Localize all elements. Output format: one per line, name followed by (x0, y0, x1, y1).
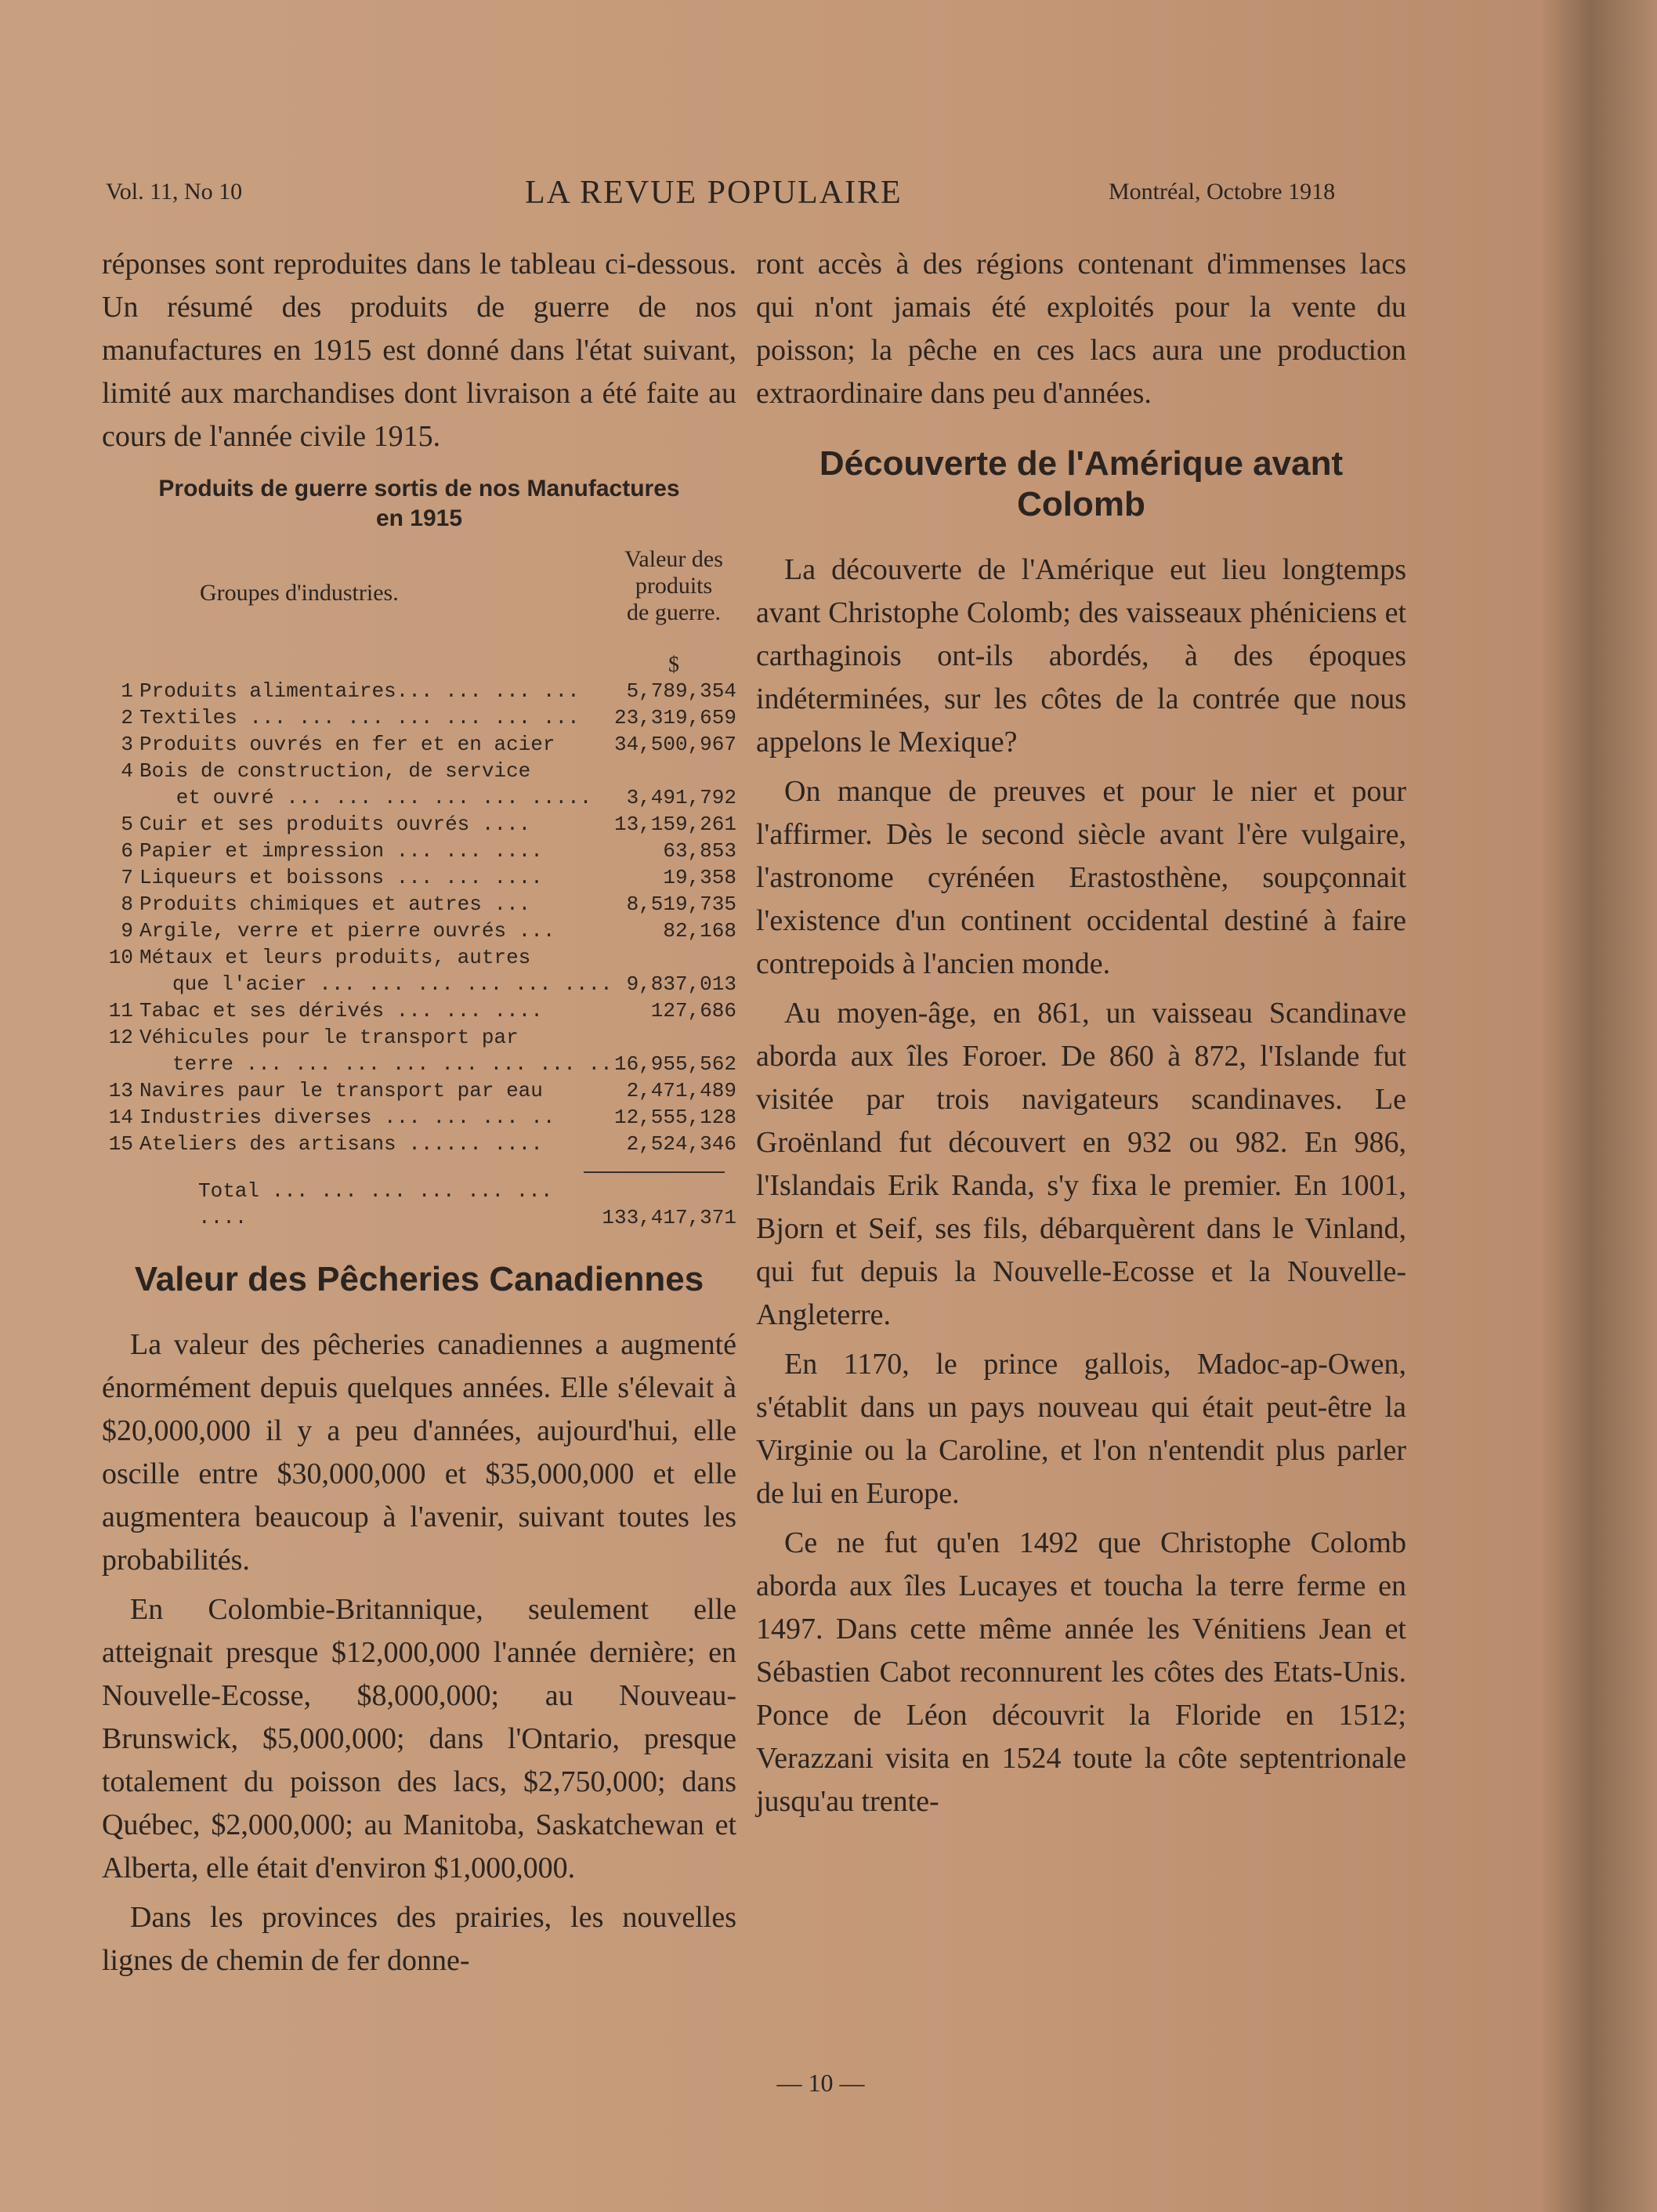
row-value: 9,837,013 (626, 972, 736, 996)
row-number: 13 (108, 1079, 133, 1102)
table-row (102, 704, 736, 731)
fisheries-paragraph-3: Dans les provinces des prairies, les nouvelles lignes de chemin de fer donne- (102, 1901, 736, 1977)
row-number: 2 (121, 706, 133, 729)
section-title-america-line-1: Découverte de l'Amérique avant (819, 444, 1344, 483)
row-number: 1 (121, 679, 133, 703)
page-header (0, 175, 1657, 226)
table-row (102, 1024, 736, 1051)
table-title (102, 474, 736, 534)
page-footer (0, 2069, 1657, 2098)
row-value: 3,491,792 (626, 786, 736, 809)
row-number: 15 (108, 1132, 133, 1156)
table-title-line-2: en 1915 (375, 505, 463, 531)
row-number: 9 (121, 919, 133, 943)
row-value: 19,358 (663, 866, 736, 889)
row-label: Liqueurs et boissons ... ... .... (139, 866, 543, 889)
row-value: 82,168 (663, 919, 736, 943)
america-paragraph-5: Ce ne fut qu'en 1492 que Christophe Colomb aborda aux îles Lucayes et toucha la terre ferme en 1497. Dans cette même année les Vénitiens Jean et Sébastien Cabot reconnurent les côtes des Etats-Unis. Ponce de Léon découvrit la Floride en 1512; Verazzani visita en 1524 toute la côte septentrionale jusqu'au trente- (756, 1526, 1406, 1818)
journal-title: LA REVUE POPULAIRE (525, 175, 903, 211)
page-number: — 10 — (776, 2069, 865, 2097)
table-row (102, 944, 736, 971)
section-title-america-line-2: Colomb (1017, 485, 1145, 523)
table-row (102, 1104, 736, 1131)
row-value: 2,524,346 (626, 1132, 736, 1156)
fisheries-paragraph-1: La valeur des pêcheries canadiennes a augmenté énormément depuis quelques années. Elle s'élevait à $20,000,000 il y a peu d'années, aujourd'hui, elle oscille entre $30,000,000 et $35,000,000 et elle augmentera beaucoup à l'avenir, suivant toutes les probabilités. (102, 1328, 736, 1577)
table-row (102, 678, 736, 704)
table-rows (102, 678, 736, 1157)
column-unit: $ (668, 653, 679, 677)
table-row (102, 971, 736, 997)
table-row (102, 918, 736, 944)
section-title-america (756, 443, 1406, 525)
table-row (102, 997, 736, 1024)
fisheries-paragraph-2: En Colombie-Britannique, seulement elle atteignait presque $12,000,000 l'année dernière; en Nouvelle-Ecosse, $8,000,000; au Nouveau-Brunswick, $5,000,000; dans l'Ontario, presque totalement du poisson des lacs, $2,750,000; dans Québec, $2,000,000; au Manitoba, Saskatchewan et Alberta, elle était d'environ $1,000,000. (102, 1593, 736, 1884)
row-number: 5 (121, 813, 133, 836)
row-value: 63,853 (663, 839, 736, 863)
row-value: 127,686 (650, 999, 736, 1023)
row-number: 11 (108, 999, 133, 1023)
row-label: Cuir et ses produits ouvrés .... (139, 813, 531, 836)
america-paragraph-3: Au moyen-âge, en 861, un vaisseau Scandinave aborda aux îles Foroer. De 860 à 872, l'Islande fut visitée par trois navigateurs scandinaves. Le Groënland fut découvert en 932 ou 982. En 986, l'Islandais Erik Randa, s'y fixa le premier. En 1001, Bjorn et Seif, ses fils, débarquèrent dans le Vinland, qui fut depuis la Nouvelle-Ecosse et la Nouvelle-Angleterre. (756, 997, 1406, 1331)
row-value: 5,789,354 (626, 679, 736, 703)
row-label: terre ... ... ... ... ... ... ... .. (136, 1052, 613, 1076)
row-label: Métaux et leurs produits, autres (139, 946, 531, 969)
row-label: Tabac et ses dérivés ... ... .... (139, 999, 543, 1023)
row-number: 14 (108, 1106, 133, 1129)
table-row (102, 758, 736, 784)
table-row (102, 864, 736, 891)
section-title-fisheries: Valeur des Pêcheries Canadiennes (134, 1260, 704, 1298)
table-row (102, 1077, 736, 1104)
america-paragraph-2: On manque de preuves et pour le nier et pour l'affirmer. Dès le second siècle avant l'ère vulgaire, l'astronome cyrénéen Erastosthène, soupçonnait l'existence d'un continent occidental destiné à faire contrepoids à l'ancien monde. (756, 775, 1406, 980)
issue-date: Montréal, Octobre 1918 (1109, 179, 1336, 205)
row-value: 23,319,659 (613, 706, 736, 729)
row-label: Produits ouvrés en fer et en acier (139, 733, 555, 756)
america-paragraph-1: La découverte de l'Amérique eut lieu longtemps avant Christophe Colomb; des vaisseaux phéniciens et carthaginois ont-ils abordés, à des époques indéterminées, sur les côtes de la contrée que nous appelons le Mexique? (756, 553, 1406, 758)
column-header-value-line-1: Valeur des (624, 546, 723, 572)
table-total-row (102, 1178, 736, 1231)
america-paragraph-4: En 1170, le prince gallois, Madoc-ap-Owen, s'établit dans un pays nouveau qui était peut-être la Virginie ou la Caroline, et l'on n'entendit plus parler de lui en Europe. (756, 1348, 1406, 1510)
row-value: 34,500,967 (613, 733, 736, 756)
row-value: 13,159,261 (613, 813, 736, 836)
row-value: 16,955,562 (613, 1052, 736, 1076)
row-number: 3 (121, 733, 133, 756)
row-label: Produits chimiques et autres ... (139, 892, 531, 916)
column-header-value (588, 546, 760, 626)
table-title-line-1: Produits de guerre sortis de nos Manufactures (158, 476, 680, 501)
row-label: et ouvré ... ... ... ... ... ..... (139, 786, 592, 809)
column-header-value-line-3: de guerre. (627, 599, 721, 625)
row-label: Véhicules pour le transport par (139, 1026, 519, 1049)
row-label: Industries diverses ... ... ... .. (139, 1106, 555, 1129)
table-row (102, 811, 736, 838)
row-value: 8,519,735 (626, 892, 736, 916)
left-column (102, 243, 736, 1989)
table-row (102, 1051, 736, 1077)
table-row (102, 891, 736, 918)
row-value: 12,555,128 (613, 1106, 736, 1129)
row-value: 2,471,489 (626, 1079, 736, 1102)
row-label: Navires paur le transport par eau (139, 1079, 543, 1102)
row-number: 7 (121, 866, 133, 889)
row-label: Textiles ... ... ... ... ... ... ... (139, 706, 580, 729)
total-value: 133,417,371 (602, 1206, 736, 1229)
row-label: Argile, verre et pierre ouvrés ... (139, 919, 555, 943)
row-number: 12 (108, 1026, 133, 1049)
row-label: Bois de construction, de service (139, 759, 531, 783)
total-label: Total ... ... ... ... ... ... .... (198, 1179, 553, 1229)
war-products-table (102, 474, 736, 1231)
row-number: 10 (108, 946, 133, 969)
table-row (102, 731, 736, 758)
row-label: Ateliers des artisans ...... .... (139, 1132, 543, 1156)
issue-volume: Vol. 11, No 10 (106, 179, 243, 205)
row-number: 4 (121, 759, 133, 783)
table-row (102, 838, 736, 864)
right-column (756, 243, 1406, 1830)
row-label: Papier et impression ... ... .... (139, 839, 543, 863)
row-label: que l'acier ... ... ... ... ... .... (136, 972, 613, 996)
table-row (102, 784, 736, 811)
left-intro-paragraph: réponses sont reproduites dans le tableau ci-dessous. Un résumé des produits de guerre de nos manufactures en 1915 est donné dans l'état suivant, limité aux marchandises dont livraison a été faite au cours de l'année civile 1915. (102, 248, 736, 453)
column-header-groups: Groupes d'industries. (200, 580, 399, 606)
total-rule (584, 1171, 725, 1173)
row-number: 8 (121, 892, 133, 916)
right-intro-paragraph: ront accès à des régions contenant d'immenses lacs qui n'ont jamais été exploités pour la vente du poisson; la pêche en ces lacs aura une production extraordinaire dans peu d'années. (756, 248, 1406, 410)
table-row (102, 1131, 736, 1157)
column-header-value-line-2: produits (635, 573, 713, 599)
row-label: Produits alimentaires... ... ... ... (139, 679, 580, 703)
table-header (102, 537, 736, 678)
row-number: 6 (121, 839, 133, 863)
